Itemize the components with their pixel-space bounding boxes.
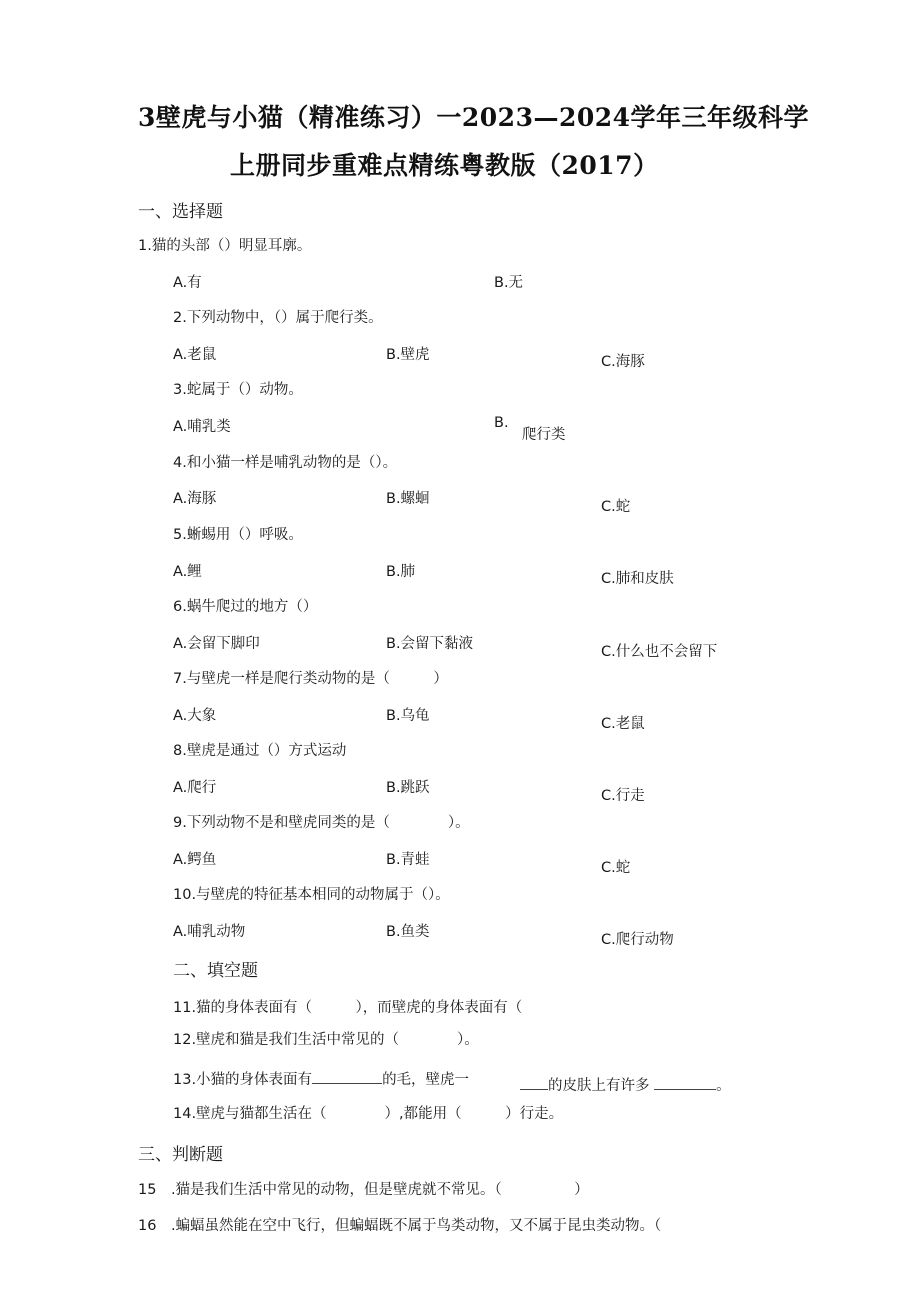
- q1-option-b: B.无: [494, 275, 524, 291]
- q2-option-b: B.壁虎: [386, 347, 430, 363]
- q13-text-b: 的毛，壁虎一: [382, 1072, 470, 1088]
- q6-option-a: A.会留下脚印: [173, 636, 260, 652]
- page-subtitle: 上册同步重难点精练粤教版（2017）: [230, 151, 659, 180]
- question-15: 15 .猫是我们生活中常见的动物，但是壁虎就不常见。（ ）: [138, 1182, 589, 1198]
- q3-option-b: B.: [494, 415, 509, 431]
- q10-option-a: A.哺乳动物: [173, 924, 246, 940]
- q6-option-b: B.会留下黏液: [386, 636, 474, 652]
- section-judge-heading: 三、判断题: [138, 1145, 223, 1165]
- q1-option-a: A.有: [173, 275, 202, 291]
- question-12: 12.壁虎和猫是我们生活中常见的（ ）。: [173, 1032, 479, 1048]
- question-11: 11.猫的身体表面有（ ），而壁虎的身体表面有（: [173, 1000, 523, 1016]
- question-4: 4.和小猫一样是哺乳动物的是（）。: [173, 455, 398, 471]
- q5-option-c: C.肺和皮肤: [601, 571, 674, 587]
- question-9: 9.下列动物不是和壁虎同类的是（ ）。: [173, 815, 470, 831]
- question-2: 2.下列动物中，（）属于爬行类。: [173, 310, 383, 326]
- question-14: 14.壁虎与猫都生活在（ ）,都能用（ ）行走。: [173, 1106, 564, 1122]
- q9-option-c: C.蛇: [601, 860, 631, 876]
- q4-option-c: C.蛇: [601, 499, 631, 515]
- q7-option-a: A.大象: [173, 708, 217, 724]
- q3-option-b-text: 爬行类: [522, 427, 566, 443]
- question-13-part2: [520, 1074, 731, 1095]
- q8-option-a: A.爬行: [173, 780, 217, 796]
- question-16: 16 .蝙蝠虽然能在空中飞行，但蝙蝠既不属于鸟类动物，又不属于昆虫类动物。（: [138, 1218, 662, 1234]
- q4-option-a: A.海豚: [173, 491, 217, 507]
- q2-option-a: A.老鼠: [173, 347, 217, 363]
- question-7: 7.与壁虎一样是爬行类动物的是（ ）: [173, 671, 448, 687]
- q13-text-a: 13.小猫的身体表面有: [173, 1072, 313, 1088]
- q10-option-b: B.鱼类: [386, 924, 430, 940]
- question-8: 8.壁虎是通过（）方式运动: [173, 743, 347, 759]
- q4-option-b: B.螺蛔: [386, 491, 430, 507]
- question-10: 10.与壁虎的特征基本相同的动物属于（）。: [173, 887, 450, 903]
- q9-option-a: A.鳄鱼: [173, 852, 217, 868]
- question-6: 6.蜗牛爬过的地方（）: [173, 599, 318, 615]
- q3-option-a: A.哺乳类: [173, 419, 231, 435]
- q6-option-c: C.什么也不会留下: [601, 644, 718, 660]
- q5-option-a: A.鲤: [173, 564, 202, 580]
- q13-blank-3[interactable]: [654, 1077, 716, 1090]
- question-1: 1.猫的头部（）明显耳廓。: [138, 238, 312, 254]
- question-3: 3.蛇属于（）动物。: [173, 382, 303, 398]
- q9-option-b: B.青蛙: [386, 852, 430, 868]
- q2-option-c: C.海豚: [601, 354, 645, 370]
- section-fill-heading: 二、填空题: [173, 961, 258, 981]
- q8-option-b: B.跳跃: [386, 780, 430, 796]
- q13-text-d: 。: [716, 1078, 731, 1094]
- question-5: 5.蜥蜴用（）呼吸。: [173, 527, 303, 543]
- q13-text-c: 的皮肤上有许多: [548, 1078, 650, 1094]
- section-choice-heading: 一、选择题: [138, 202, 223, 222]
- q13-blank-1[interactable]: [312, 1071, 382, 1084]
- q13-blank-2[interactable]: [520, 1077, 548, 1090]
- page-title: 3壁虎与小猫（精准练习）一2023—2024学年三年级科学: [138, 103, 810, 132]
- question-13-part1: [173, 1068, 469, 1089]
- q5-option-b: B.肺: [386, 564, 416, 580]
- q8-option-c: C.行走: [601, 788, 645, 804]
- q7-option-c: C.老鼠: [601, 716, 645, 732]
- q10-option-c: C.爬行动物: [601, 932, 674, 948]
- q7-option-b: B.乌龟: [386, 708, 430, 724]
